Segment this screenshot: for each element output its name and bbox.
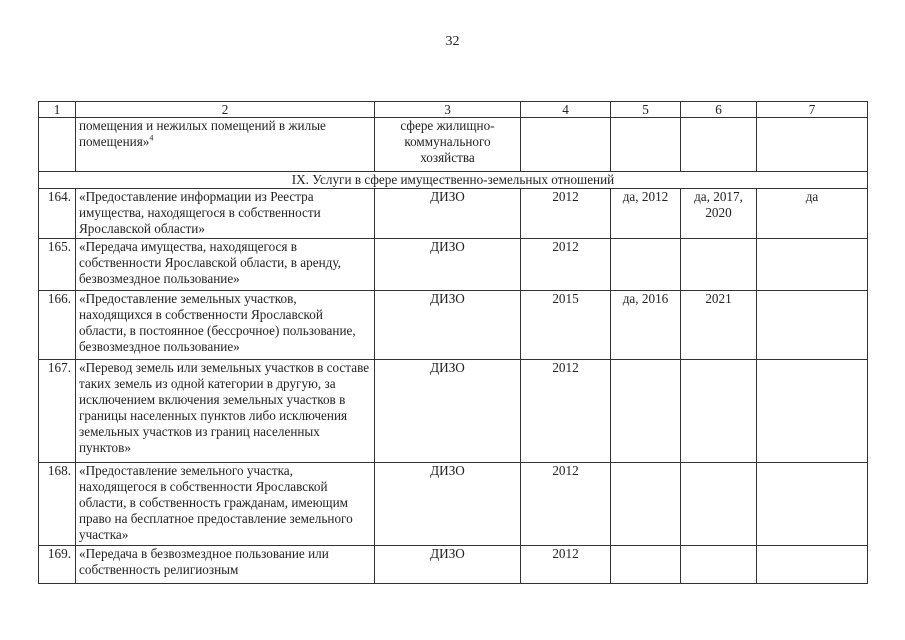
col7-cell [757,360,868,463]
table-row [39,463,868,546]
col5-cell [611,239,681,291]
page-number: 32 [445,34,460,49]
row-number-cell: 166. [39,291,76,360]
continuation-row [39,118,868,172]
col6-cell [681,239,757,291]
header-row [39,102,868,118]
table-row [39,189,868,239]
year-cell: 2012 [521,546,611,584]
col6-cell [681,463,757,546]
year-cell [521,118,611,172]
header-cell: 3 [375,102,521,118]
header-cell: 5 [611,102,681,118]
col5-cell [611,463,681,546]
col6-cell: 2021 [681,291,757,360]
header-cell: 7 [757,102,868,118]
services-table [38,101,868,584]
year-cell: 2012 [521,239,611,291]
col6-cell: да, 2017, 2020 [681,189,757,239]
col5-cell [611,546,681,584]
service-name-cell: «Передача в безвозмездное пользование или собственность религиозным [76,546,375,584]
year-cell: 2015 [521,291,611,360]
col6-cell [681,360,757,463]
col5-cell [611,360,681,463]
table-row [39,360,868,463]
section-row [39,172,868,189]
executor-cell: сфере жилищно-коммунального хозяйства [375,118,521,172]
executor-cell: ДИЗО [375,463,521,546]
col5-cell [611,118,681,172]
header-cell: 2 [76,102,375,118]
row-number-cell: 169. [39,546,76,584]
header-cell: 6 [681,102,757,118]
executor-cell: ДИЗО [375,546,521,584]
col5-cell: да, 2016 [611,291,681,360]
row-number-cell: 167. [39,360,76,463]
service-name-cell: «Предоставление информации из Реестра имущества, находящегося в собственности Ярославской области» [76,189,375,239]
executor-cell: ДИЗО [375,239,521,291]
col6-cell [681,118,757,172]
service-name-cell: «Предоставление земельного участка, находящегося в собственности Ярославской области, в собственность гражданам, имеющим право на бесплатное предоставление земельного участка» [76,463,375,546]
col7-cell: да [757,189,868,239]
col6-cell [681,546,757,584]
table-row [39,291,868,360]
row-number-cell [39,118,76,172]
service-name-cell: «Перевод земель или земельных участков в составе таких земель из одной категории в другую, за исключением включения земельных участков в границы населенных пунктов либо исключения земельных участков из границ населенных пунктов» [76,360,375,463]
row-number-cell: 164. [39,189,76,239]
year-cell: 2012 [521,189,611,239]
section-title: IX. Услуги в сфере имущественно-земельных отношений [39,172,868,189]
col7-cell [757,463,868,546]
col7-cell [757,546,868,584]
row-number-cell: 168. [39,463,76,546]
year-cell: 2012 [521,463,611,546]
service-name-cell: помещения и нежилых помещений в жилые помещения»$^4$ [76,118,375,172]
executor-cell: ДИЗО [375,291,521,360]
header-cell: 4 [521,102,611,118]
executor-cell: ДИЗО [375,360,521,463]
row-number-cell: 165. [39,239,76,291]
service-name-cell: «Передача имущества, находящегося в собственности Ярославской области, в аренду, безвозмездное пользование» [76,239,375,291]
col5-cell: да, 2012 [611,189,681,239]
header-cell: 1 [39,102,76,118]
table-row [39,546,868,584]
col7-cell [757,291,868,360]
executor-cell: ДИЗО [375,189,521,239]
footnote-mark: 4 [149,133,154,143]
table-row [39,239,868,291]
service-name-cell: «Предоставление земельных участков, находящихся в собственности Ярославской области, в постоянное (бессрочное) пользование, безвозмездное пользование» [76,291,375,360]
col7-cell [757,118,868,172]
col7-cell [757,239,868,291]
year-cell: 2012 [521,360,611,463]
